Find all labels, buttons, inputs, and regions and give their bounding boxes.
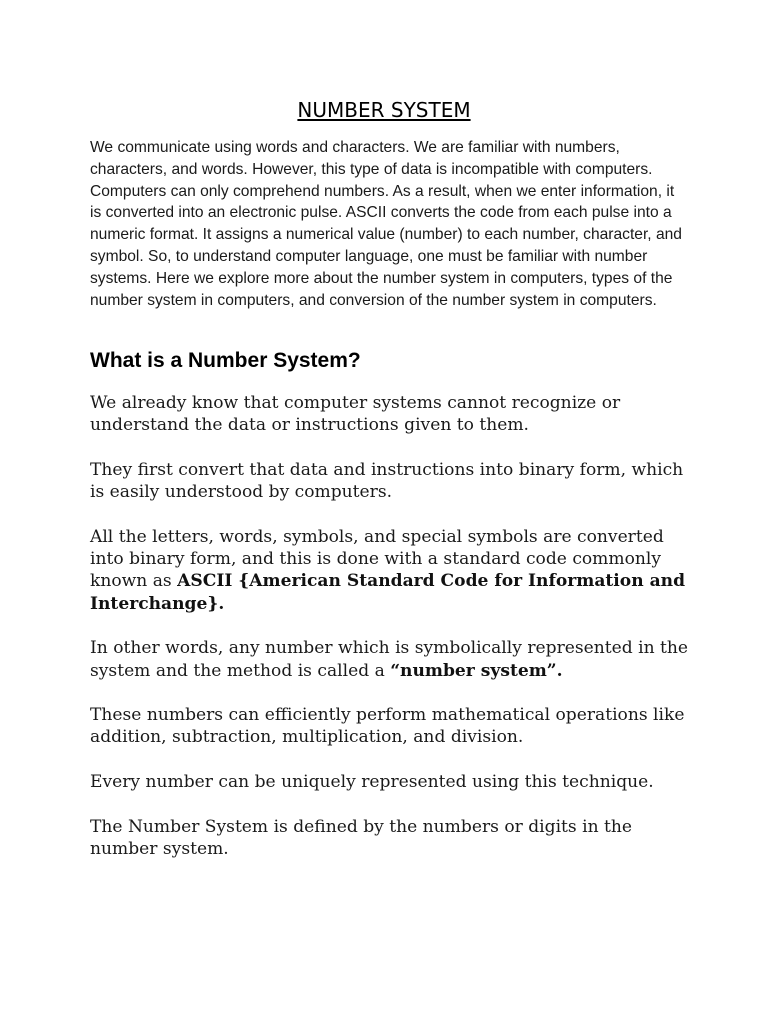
paragraph-2: They first convert that data and instructions into binary form, which is easily understood by computers. [90, 459, 684, 503]
paragraph-3 [90, 526, 690, 615]
ascii-definition: ASCII {American Standard Code for Information and Interchange}. [90, 571, 686, 614]
number-system-term: “number system”. [390, 660, 563, 681]
section-heading: What is a Number System? [90, 349, 361, 372]
paragraph-3-text: All the letters, words, symbols, and special symbols are converted into binary form, and this is done with a standard code commonly known as [90, 526, 664, 592]
intro-paragraph: We communicate using words and characters. We are familiar with numbers, characters, and words. However, this type of data is incompatible with computers. Computers can only comprehend numbers. As a result, when we enter information, it is converted into an electronic pulse. ASCII converts the code from each pulse into a numeric format. It assigns a numerical value (number) to each number, character, and symbol. So, to understand computer language, one must be familiar with number systems. Here we explore more about the number system in computers, types of the number system in computers, and conversion of the number system in computers. [90, 139, 682, 309]
paragraph-6: Every number can be uniquely represented using this technique. [90, 772, 654, 793]
paragraph-4-text: In other words, any number which is symbolically represented in the system and the method is called a [90, 638, 689, 681]
paragraph-4 [90, 637, 690, 682]
paragraph-5: These numbers can efficiently perform mathematical operations like addition, subtraction, multiplication, and division. [90, 705, 685, 748]
document-title: NUMBER SYSTEM [297, 98, 471, 122]
paragraph-1: We already know that computer systems cannot recognize or understand the data or instructions given to them. [90, 393, 621, 436]
paragraph-7: The Number System is defined by the numbers or digits in the number system. [90, 816, 633, 859]
section-body [90, 392, 690, 883]
